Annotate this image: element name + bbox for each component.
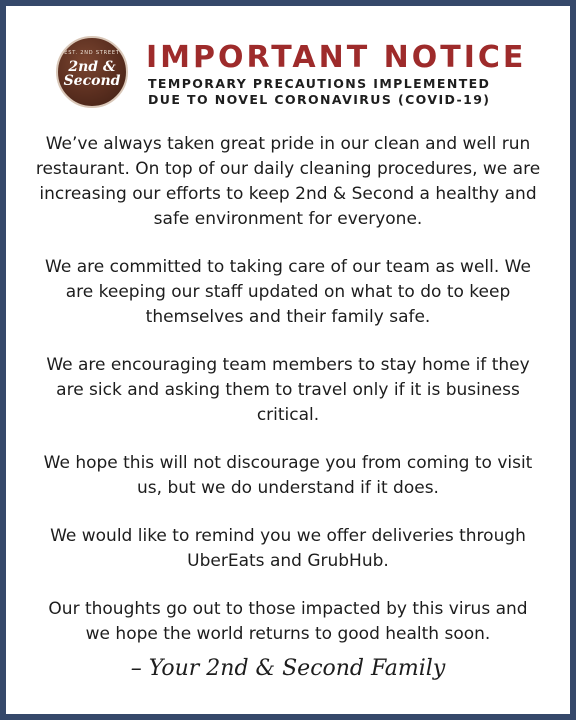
logo-wordmark (58, 60, 126, 88)
paragraph-cleaning: We’ve always taken great pride in our clean and well run restaurant. On top of our daily cleaning procedures, we are increasing our efforts to keep 2nd & Second a healthy and safe environment for everyone. (35, 134, 541, 229)
paragraph-deliveries: We would like to remind you we offer deliveries through UberEats and GrubHub. (50, 526, 526, 571)
notice-body (34, 132, 542, 670)
subtitle-line-1: TEMPORARY PRECAUTIONS IMPLEMENTED (148, 76, 491, 91)
paragraph-team-care: We are committed to taking care of our team as well. We are keeping our staff updated on what to do to keep themselves and their family safe. (45, 257, 531, 327)
notice-header (56, 36, 526, 116)
paragraph-thoughts: Our thoughts go out to those impacted by this virus and we hope the world returns to good health soon. (48, 599, 528, 644)
paragraph-visit: We hope this will not discourage you from coming to visit us, but we do understand if it does. (43, 453, 533, 498)
logo-line-1: 2nd & (68, 59, 116, 75)
logo-small-text: EST. 2ND STREET (64, 50, 120, 56)
notice-title: IMPORTANT NOTICE (146, 40, 527, 75)
restaurant-logo (56, 36, 128, 108)
paragraph-stay-home: We are encouraging team members to stay home if they are sick and asking them to travel only if it is business critical. (46, 355, 530, 425)
logo-line-2: Second (63, 73, 121, 89)
notice-subtitle (148, 76, 528, 108)
subtitle-line-2: DUE TO NOVEL CORONAVIRUS (COVID-19) (148, 92, 491, 107)
notice-page (6, 6, 570, 714)
signoff: – Your 2nd & Second Family (130, 656, 446, 681)
